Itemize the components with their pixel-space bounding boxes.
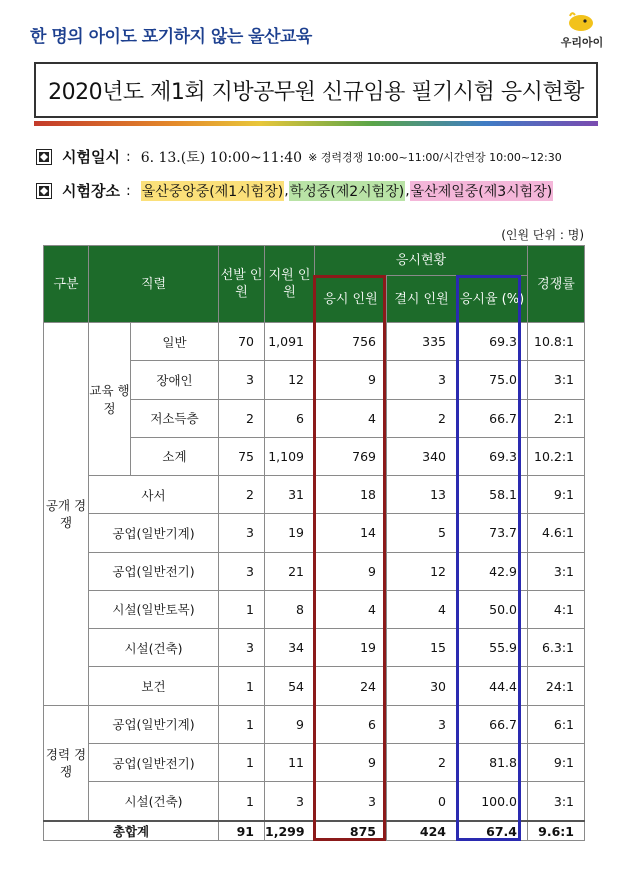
- quota-cell: 1: [219, 782, 265, 821]
- venue-separator: ,: [405, 182, 410, 199]
- competition-cell: 10.2:1: [528, 437, 585, 475]
- quota-cell: 1: [219, 705, 265, 743]
- applicants-cell: 21: [265, 552, 315, 590]
- whale-logo-icon: [566, 10, 596, 32]
- total-takers: 875: [315, 821, 387, 841]
- total-rate: 67.4: [457, 821, 528, 841]
- exam-place-label: 시험장소: [62, 182, 120, 200]
- competition-cell: 4:1: [528, 590, 585, 628]
- quota-cell: 3: [219, 629, 265, 667]
- rate-cell: 100.0: [457, 782, 528, 821]
- applicants-cell: 1,109: [265, 437, 315, 475]
- header-absent: 결시 인원: [387, 276, 457, 323]
- competition-cell: 10.8:1: [528, 323, 585, 361]
- exam-date-note: ※ 경력경쟁 10:00~11:00/시간연장 10:00~12:30: [308, 150, 562, 164]
- job-name: 보건: [89, 667, 219, 705]
- rate-cell: 58.1: [457, 476, 528, 514]
- rate-cell: 81.8: [457, 743, 528, 781]
- title-underline-bar: [34, 121, 598, 126]
- rate-cell: 75.0: [457, 361, 528, 399]
- competition-cell: 3:1: [528, 782, 585, 821]
- takers-cell: 18: [315, 476, 387, 514]
- total-competition: 9.6:1: [528, 821, 585, 841]
- table-row: [44, 323, 585, 361]
- applicants-cell: 1,091: [265, 323, 315, 361]
- table-row: [44, 514, 585, 552]
- quota-cell: 3: [219, 361, 265, 399]
- competition-cell: 9:1: [528, 476, 585, 514]
- table-row: [44, 552, 585, 590]
- applicants-cell: 54: [265, 667, 315, 705]
- exam-place-row: [36, 180, 553, 201]
- venue-separator: ,: [284, 182, 289, 199]
- absent-cell: 3: [387, 705, 457, 743]
- square-bullet-icon: [36, 149, 52, 165]
- job-name: 사서: [89, 476, 219, 514]
- rate-cell: 44.4: [457, 667, 528, 705]
- unit-note: (인원 단위 : 명): [501, 228, 584, 242]
- absent-cell: 340: [387, 437, 457, 475]
- absent-cell: 3: [387, 361, 457, 399]
- competition-cell: 9:1: [528, 743, 585, 781]
- takers-cell: 4: [315, 399, 387, 437]
- takers-cell: 14: [315, 514, 387, 552]
- quota-cell: 1: [219, 743, 265, 781]
- absent-cell: 4: [387, 590, 457, 628]
- absent-cell: 335: [387, 323, 457, 361]
- takers-cell: 769: [315, 437, 387, 475]
- takers-cell: 4: [315, 590, 387, 628]
- job-name: 일반: [131, 323, 219, 361]
- absent-cell: 13: [387, 476, 457, 514]
- total-quota: 91: [219, 821, 265, 841]
- absent-cell: 30: [387, 667, 457, 705]
- job-name: 공업(일반기계): [89, 705, 219, 743]
- exam-date-value: 6. 13.(토) 10:00~11:40: [140, 149, 303, 166]
- total-absent: 424: [387, 821, 457, 841]
- table-row: [44, 476, 585, 514]
- quota-cell: 70: [219, 323, 265, 361]
- result-table: [43, 245, 585, 841]
- applicants-cell: 34: [265, 629, 315, 667]
- total-label: 총합계: [44, 821, 219, 841]
- takers-cell: 756: [315, 323, 387, 361]
- quota-cell: 75: [219, 437, 265, 475]
- job-name: 공업(일반전기): [89, 743, 219, 781]
- quota-cell: 3: [219, 514, 265, 552]
- competition-cell: 3:1: [528, 552, 585, 590]
- quota-cell: 2: [219, 399, 265, 437]
- takers-cell: 24: [315, 667, 387, 705]
- applicants-cell: 9: [265, 705, 315, 743]
- job-name: 소계: [131, 437, 219, 475]
- job-name: 시설(일반토목): [89, 590, 219, 628]
- applicants-cell: 31: [265, 476, 315, 514]
- title-box: [34, 62, 598, 118]
- venue-3: 울산제일중(제3시험장): [410, 181, 554, 201]
- competition-cell: 6:1: [528, 705, 585, 743]
- applicants-cell: 19: [265, 514, 315, 552]
- table-row: [44, 782, 585, 821]
- venue-2: 학성중(제2시험장): [289, 181, 406, 201]
- absent-cell: 12: [387, 552, 457, 590]
- rate-cell: 69.3: [457, 323, 528, 361]
- header-takers: 응시 인원: [315, 276, 387, 323]
- takers-cell: 9: [315, 361, 387, 399]
- absent-cell: 15: [387, 629, 457, 667]
- exam-place-colon: :: [125, 182, 131, 199]
- rate-cell: 50.0: [457, 590, 528, 628]
- square-bullet-icon: [36, 183, 52, 199]
- table-row: [44, 743, 585, 781]
- absent-cell: 2: [387, 743, 457, 781]
- venue-1: 울산중앙중(제1시험장): [141, 181, 285, 201]
- table-row: [44, 667, 585, 705]
- competition-cell: 4.6:1: [528, 514, 585, 552]
- rate-cell: 42.9: [457, 552, 528, 590]
- header-quota: 선발 인원: [219, 246, 265, 323]
- quota-cell: 1: [219, 590, 265, 628]
- group-open: 공개 경쟁: [44, 323, 89, 706]
- applicants-cell: 11: [265, 743, 315, 781]
- table-row: [44, 629, 585, 667]
- applicants-cell: 6: [265, 399, 315, 437]
- takers-cell: 19: [315, 629, 387, 667]
- competition-cell: 24:1: [528, 667, 585, 705]
- header-job: 직렬: [89, 246, 219, 323]
- job-name: 공업(일반전기): [89, 552, 219, 590]
- quota-cell: 3: [219, 552, 265, 590]
- logo: [548, 10, 616, 50]
- job-name: 시설(건축): [89, 629, 219, 667]
- absent-cell: 5: [387, 514, 457, 552]
- total-row: [44, 821, 585, 841]
- applicants-cell: 12: [265, 361, 315, 399]
- takers-cell: 9: [315, 743, 387, 781]
- group-edu-admin: 교육 행정: [89, 323, 131, 476]
- group-career: 경력 경쟁: [44, 705, 89, 821]
- header-competition: 경쟁률: [528, 246, 585, 323]
- absent-cell: 0: [387, 782, 457, 821]
- rate-cell: 73.7: [457, 514, 528, 552]
- competition-cell: 3:1: [528, 361, 585, 399]
- rate-cell: 66.7: [457, 705, 528, 743]
- rate-cell: 66.7: [457, 399, 528, 437]
- takers-cell: 9: [315, 552, 387, 590]
- total-applicants: 1,299: [265, 821, 315, 841]
- applicants-cell: 3: [265, 782, 315, 821]
- page-title: 2020년도 제1회 지방공무원 신규임용 필기시험 응시현황: [48, 79, 584, 105]
- slogan: 한 명의 아이도 포기하지 않는 울산교육: [30, 27, 312, 47]
- rate-cell: 69.3: [457, 437, 528, 475]
- exam-date-label: 시험일시: [62, 148, 120, 166]
- table-row: [44, 705, 585, 743]
- job-name: 시설(건축): [89, 782, 219, 821]
- job-name: 공업(일반기계): [89, 514, 219, 552]
- takers-cell: 3: [315, 782, 387, 821]
- logo-text: 우리아이: [560, 36, 604, 49]
- header-rate: 응시율 (%): [457, 276, 528, 323]
- table-row: [44, 590, 585, 628]
- rate-cell: 55.9: [457, 629, 528, 667]
- quota-cell: 1: [219, 667, 265, 705]
- takers-cell: 6: [315, 705, 387, 743]
- absent-cell: 2: [387, 399, 457, 437]
- quota-cell: 2: [219, 476, 265, 514]
- applicants-cell: 8: [265, 590, 315, 628]
- job-name: 장애인: [131, 361, 219, 399]
- competition-cell: 6.3:1: [528, 629, 585, 667]
- header-applicants: 지원 인원: [265, 246, 315, 323]
- job-name: 저소득층: [131, 399, 219, 437]
- header-category: 구분: [44, 246, 89, 323]
- competition-cell: 2:1: [528, 399, 585, 437]
- header-status-group: 응시현황: [315, 246, 528, 276]
- exam-date-colon: :: [125, 148, 131, 165]
- exam-date-row: [36, 146, 562, 167]
